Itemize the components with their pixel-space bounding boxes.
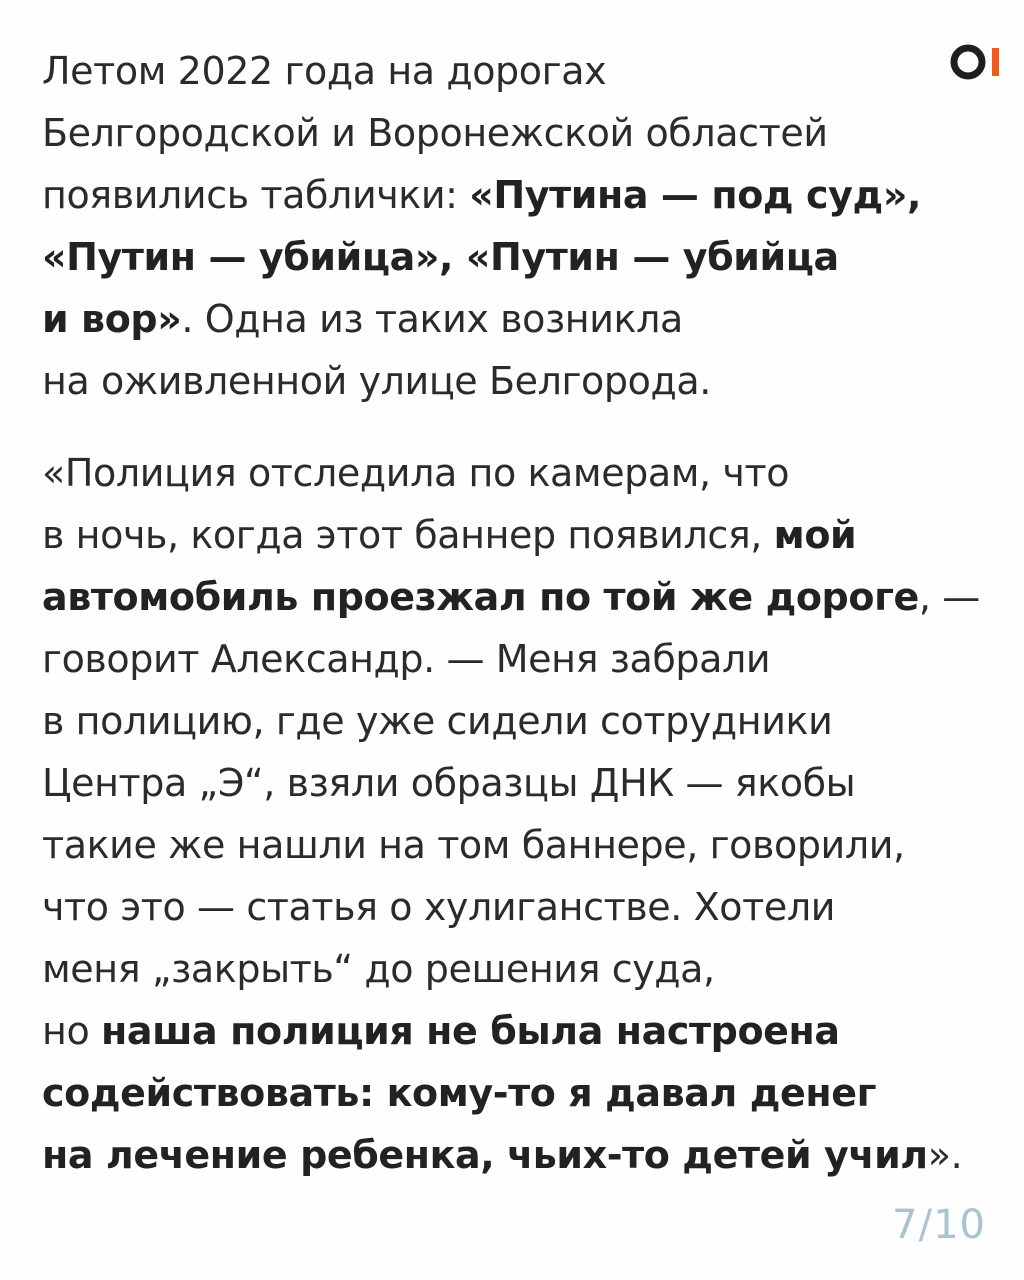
text-line: [42, 1000, 1002, 1062]
bold-text-span: «Путин — убийца», «Путин — убийца: [42, 235, 839, 279]
bold-text-span: мой: [773, 513, 857, 557]
text-span: меня „закрыть“ до решения суда,: [42, 947, 715, 991]
text-span: говорит Александр. — Меня забрали: [42, 637, 771, 681]
text-line: [42, 628, 1002, 690]
text-span: Белгородской и Воронежской областей: [42, 111, 828, 155]
paragraph-quote: [42, 442, 1002, 1186]
text-line: [42, 288, 1002, 350]
text-span: ».: [927, 1133, 963, 1177]
text-line: [42, 504, 1002, 566]
text-span: на оживленной улице Белгорода.: [42, 359, 711, 403]
text-line: [42, 566, 1002, 628]
bold-text-span: на лечение ребенка, чьих-то детей учил: [42, 1133, 928, 1177]
bold-text-span: автомобиль проезжал по той же дороге: [42, 575, 919, 619]
text-span: в ночь, когда этот баннер появился,: [42, 513, 774, 557]
paragraph-intro: [42, 40, 1002, 412]
text-line: [42, 102, 1002, 164]
bold-text-span: и вор»: [42, 297, 182, 341]
text-line: [42, 1124, 1002, 1186]
text-line: [42, 1062, 1002, 1124]
text-span: что это — статья о хулиганстве. Хотели: [42, 885, 836, 929]
text-span: «Полиция отследила по камерам, что: [42, 451, 790, 495]
bold-text-span: наша полиция не была настроена: [100, 1009, 840, 1053]
bold-text-span: «Путина — под суд»,: [469, 173, 922, 217]
text-span: в полицию, где уже сидели сотрудники: [42, 699, 833, 743]
text-span: такие же нашли на том баннере, говорили,: [42, 823, 905, 867]
text-line: [42, 40, 1002, 102]
text-line: [42, 876, 1002, 938]
page-counter: 7/10: [892, 1202, 986, 1248]
text-line: [42, 442, 1002, 504]
text-line: [42, 164, 1002, 226]
text-span: но: [42, 1009, 101, 1053]
text-span: . Одна из таких возникла: [181, 297, 683, 341]
text-span: появились таблички:: [42, 173, 470, 217]
text-line: [42, 226, 1002, 288]
text-line: [42, 752, 1002, 814]
text-span: , —: [918, 575, 980, 619]
text-line: [42, 690, 1002, 752]
text-line: [42, 814, 1002, 876]
text-line: [42, 938, 1002, 1000]
text-span: Центра „Э“, взяли образцы ДНК — якобы: [42, 761, 856, 805]
text-line: [42, 350, 1002, 412]
bold-text-span: содействовать: кому-то я давал денег: [42, 1071, 877, 1115]
text-span: Летом 2022 года на дорогах: [42, 49, 607, 93]
